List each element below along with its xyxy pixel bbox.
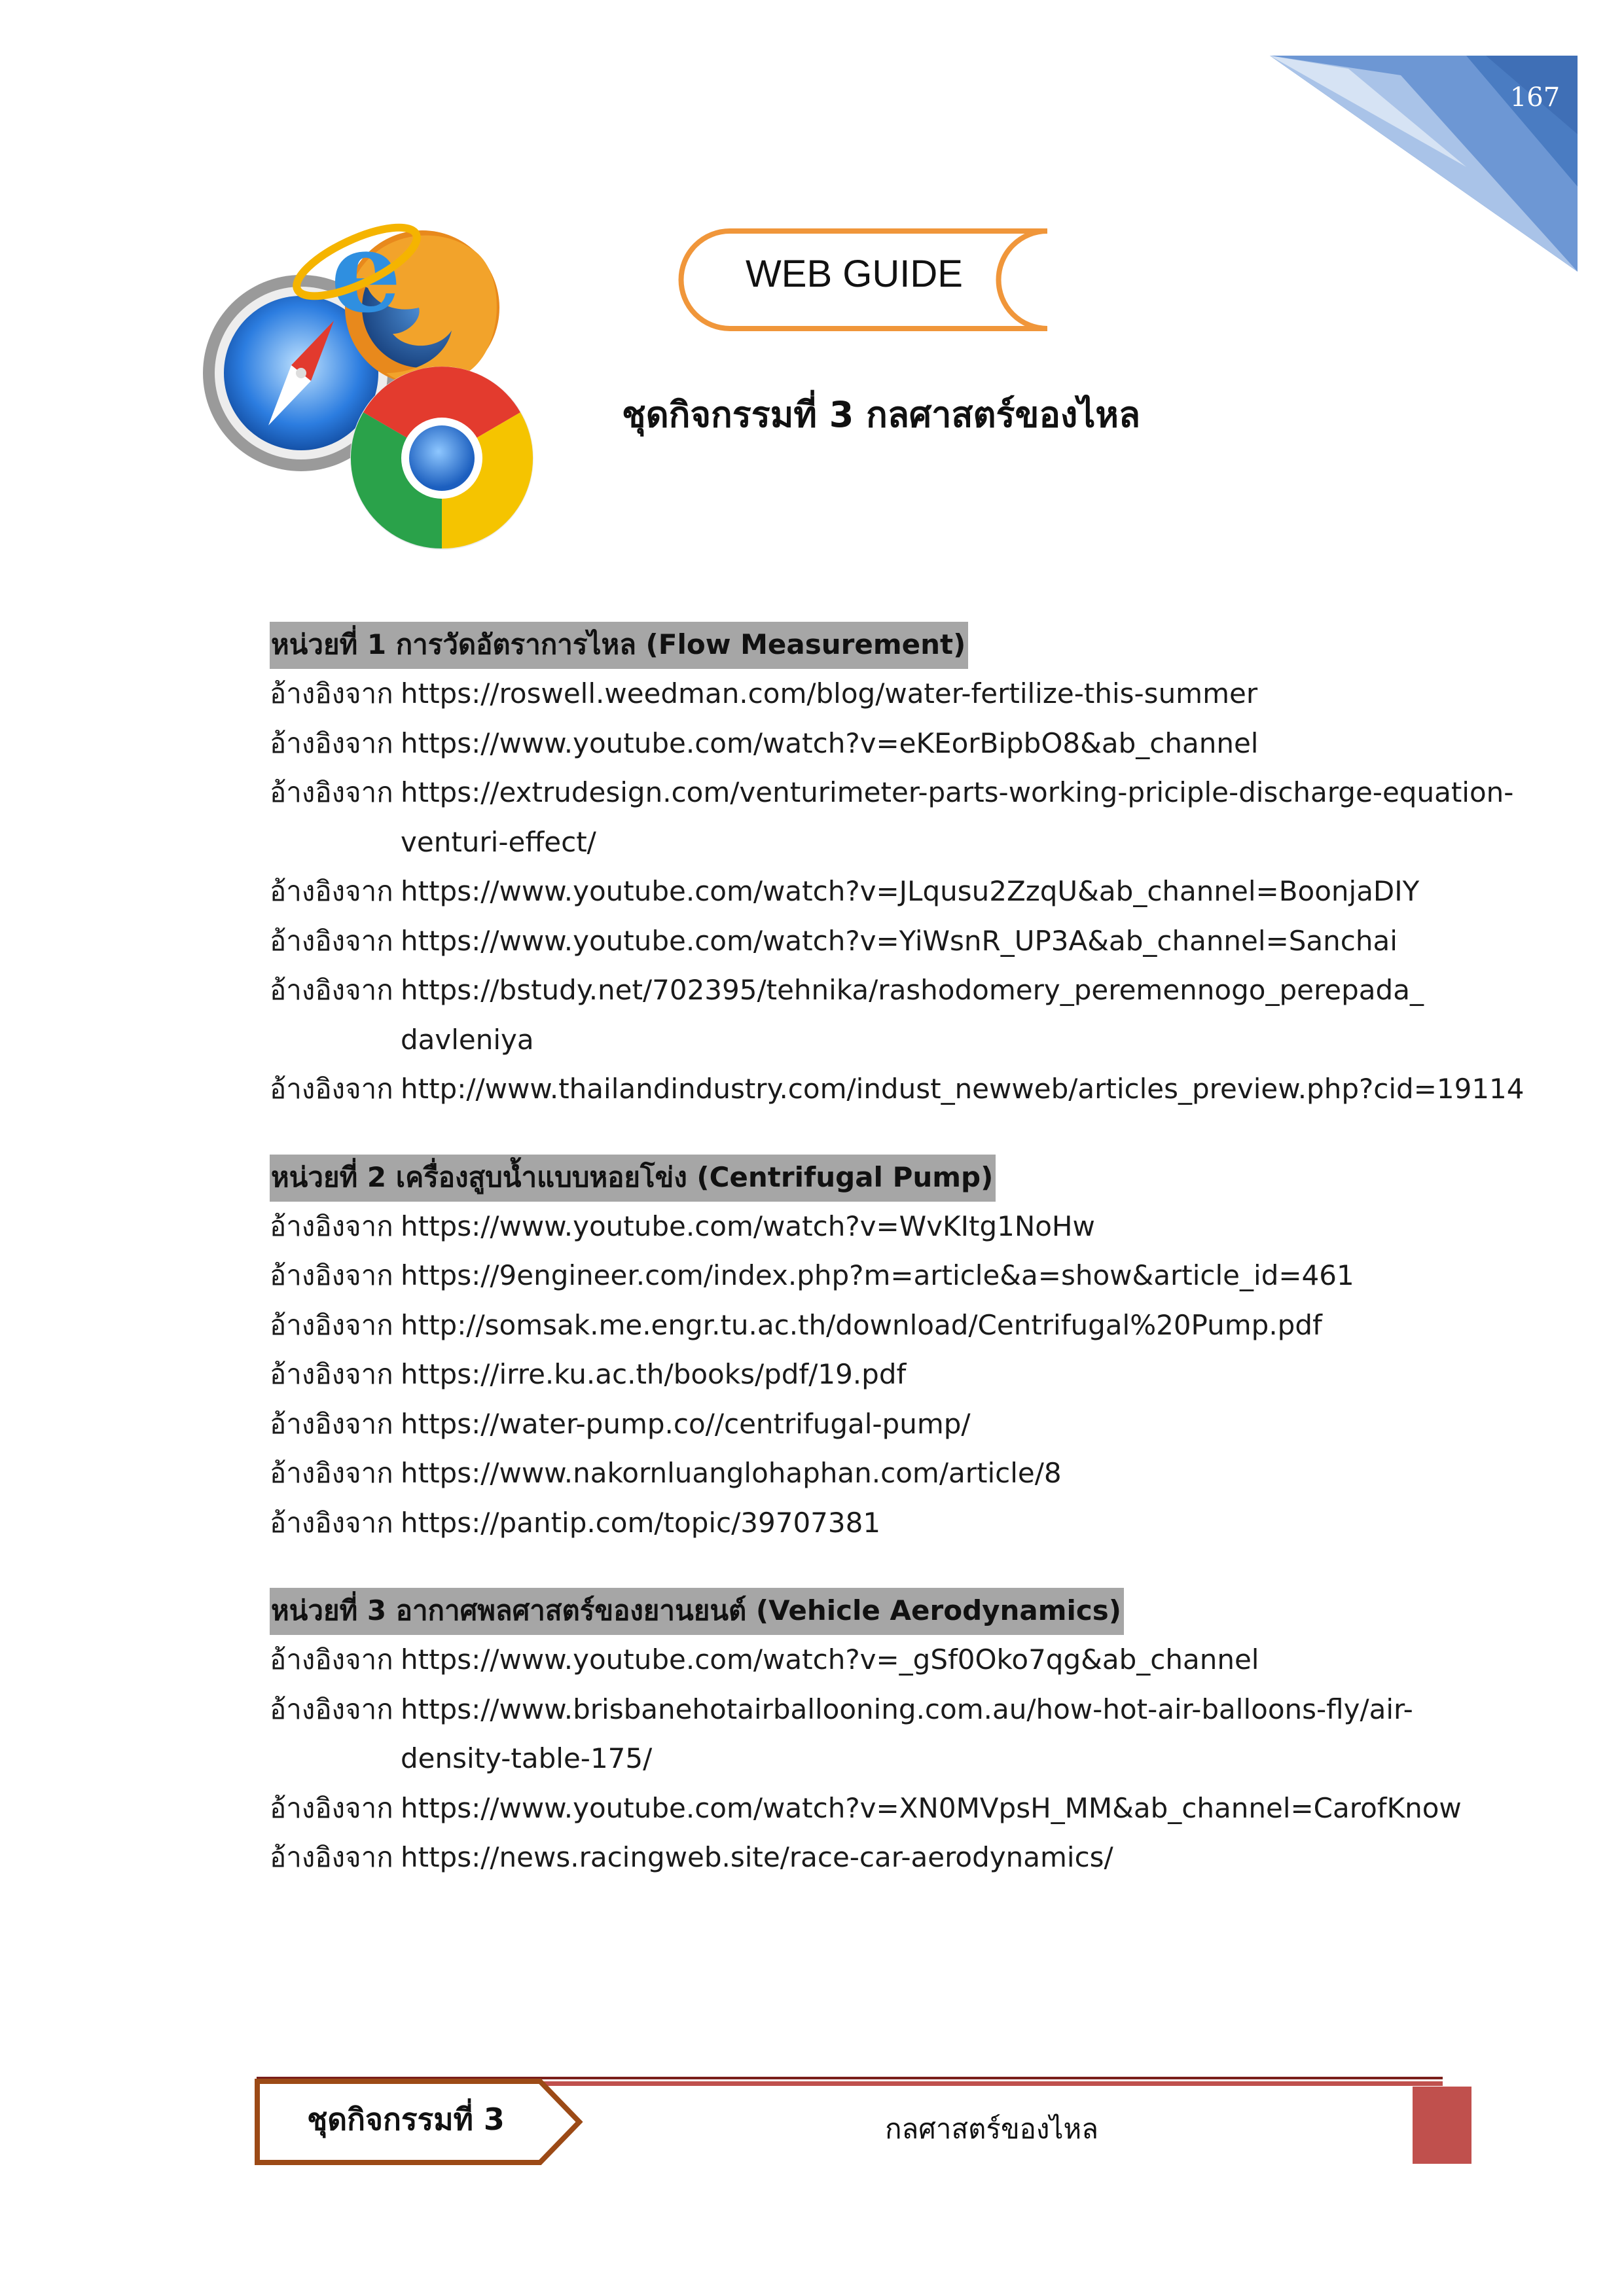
section-heading: หน่วยที่ 2 เครื่องสูบน้ำแบบหอยโข่ง (Centrifugal Pump) [270,1155,996,1202]
reference-item [270,1399,1526,1449]
footer-subject: กลศาสตร์ของไหล [885,2113,1098,2145]
reference-prefix: อ้างอิงจาก [270,1791,393,1824]
reference-prefix: อ้างอิงจาก [270,1457,393,1489]
reference-prefix: อ้างอิงจาก [270,1841,393,1873]
section-unit-3 [270,1588,1526,1882]
reference-url[interactable]: https://water-pump.co//centrifugal-pump/ [401,1407,971,1440]
browser-logos [196,209,550,556]
reference-url[interactable]: https://www.brisbanehotairballooning.com.au/how-hot-air-balloons-fly/air- density-table-175/ [401,1693,1413,1774]
reference-url[interactable]: https://www.youtube.com/watch?v=JLqusu2ZzqU&ab_channel=BoonjaDIY [401,875,1420,907]
reference-prefix: อ้างอิงจาก [270,924,393,957]
section-unit-2 [270,1155,1526,1548]
reference-prefix: อ้างอิงจาก [270,1506,393,1539]
svg-text:e: e [331,209,402,338]
reference-item [270,916,1526,966]
reference-url[interactable]: https://roswell.weedman.com/blog/water-fertilize-this-summer [401,677,1258,709]
page-number: 167 [1509,82,1561,113]
reference-item [270,1300,1526,1350]
reference-url[interactable]: https://bstudy.net/702395/tehnika/rashodomery_peremennogo_perepada_ davleniya [401,974,1424,1056]
reference-url[interactable]: https://www.youtube.com/watch?v=eKEorBipbO8&ab_channel [401,726,1259,759]
reference-item [270,1251,1526,1300]
reference-item [270,1064,1526,1114]
reference-prefix: อ้างอิงจาก [270,974,393,1006]
reference-item [270,669,1526,719]
section-heading: หน่วยที่ 1 การวัดอัตราการไหล (Flow Measurement) [270,622,968,669]
reference-item [270,965,1526,1064]
reference-prefix: อ้างอิงจาก [270,1308,393,1341]
reference-url[interactable]: https://9engineer.com/index.php?m=article&a=show&article_id=461 [401,1259,1354,1291]
reference-item [270,1685,1526,1784]
footer-activity-badge: ชุดกิจกรรมที่ 3 [307,2102,505,2137]
reference-item [270,1784,1526,1833]
activity-title: ชุดกิจกรรมที่ 3 กลศาสตร์ของไหล [622,394,1141,435]
reference-prefix: อ้างอิงจาก [270,677,393,709]
reference-item [270,1448,1526,1498]
reference-prefix: อ้างอิงจาก [270,1693,393,1725]
reference-item [270,1498,1526,1548]
reference-item [270,719,1526,768]
reference-url[interactable]: https://pantip.com/topic/39707381 [401,1506,881,1539]
section-unit-1 [270,622,1526,1114]
reference-url[interactable]: https://extrudesign.com/venturimeter-parts-working-priciple-discharge-equation- venturi-effect/ [401,776,1514,858]
reference-url[interactable]: https://irre.ku.ac.th/books/pdf/19.pdf [401,1358,907,1390]
footer-accent-block [1413,2087,1471,2164]
reference-prefix: อ้างอิงจาก [270,1643,393,1676]
section-heading: หน่วยที่ 3 อากาศพลศาสตร์ของยานยนต์ (Vehicle Aerodynamics) [270,1588,1124,1635]
reference-url[interactable]: https://www.youtube.com/watch?v=_gSf0Oko7qg&ab_channel [401,1643,1259,1676]
reference-sections [270,622,1526,1923]
reference-prefix: อ้างอิงจาก [270,1073,393,1105]
chrome-browser-icon [350,367,533,550]
web-guide-title: WEB GUIDE [746,253,963,295]
reference-item [270,1833,1526,1882]
reference-url[interactable]: http://www.thailandindustry.com/indust_newweb/articles_preview.php?cid=19114 [401,1073,1525,1105]
reference-item [270,768,1526,867]
reference-item [270,1350,1526,1399]
reference-prefix: อ้างอิงจาก [270,776,393,808]
reference-url[interactable]: https://www.youtube.com/watch?v=XN0MVpsH_MM&ab_channel=CarofKnow [401,1791,1462,1824]
reference-prefix: อ้างอิงจาก [270,1259,393,1291]
reference-prefix: อ้างอิงจาก [270,1358,393,1390]
reference-url[interactable]: https://news.racingweb.site/race-car-aerodynamics/ [401,1841,1113,1873]
reference-item [270,1635,1526,1685]
reference-prefix: อ้างอิงจาก [270,1407,393,1440]
reference-prefix: อ้างอิงจาก [270,726,393,759]
reference-prefix: อ้างอิงจาก [270,1210,393,1242]
reference-url[interactable]: https://www.youtube.com/watch?v=YiWsnR_UP3A&ab_channel=Sanchai [401,924,1398,957]
reference-item [270,1202,1526,1251]
reference-prefix: อ้างอิงจาก [270,875,393,907]
reference-url[interactable]: http://somsak.me.engr.tu.ac.th/download/Centrifugal%20Pump.pdf [401,1308,1322,1341]
reference-item [270,867,1526,916]
reference-url[interactable]: https://www.nakornluanglohaphan.com/article/8 [401,1457,1062,1489]
reference-url[interactable]: https://www.youtube.com/watch?v=WvKItg1NoHw [401,1210,1095,1242]
